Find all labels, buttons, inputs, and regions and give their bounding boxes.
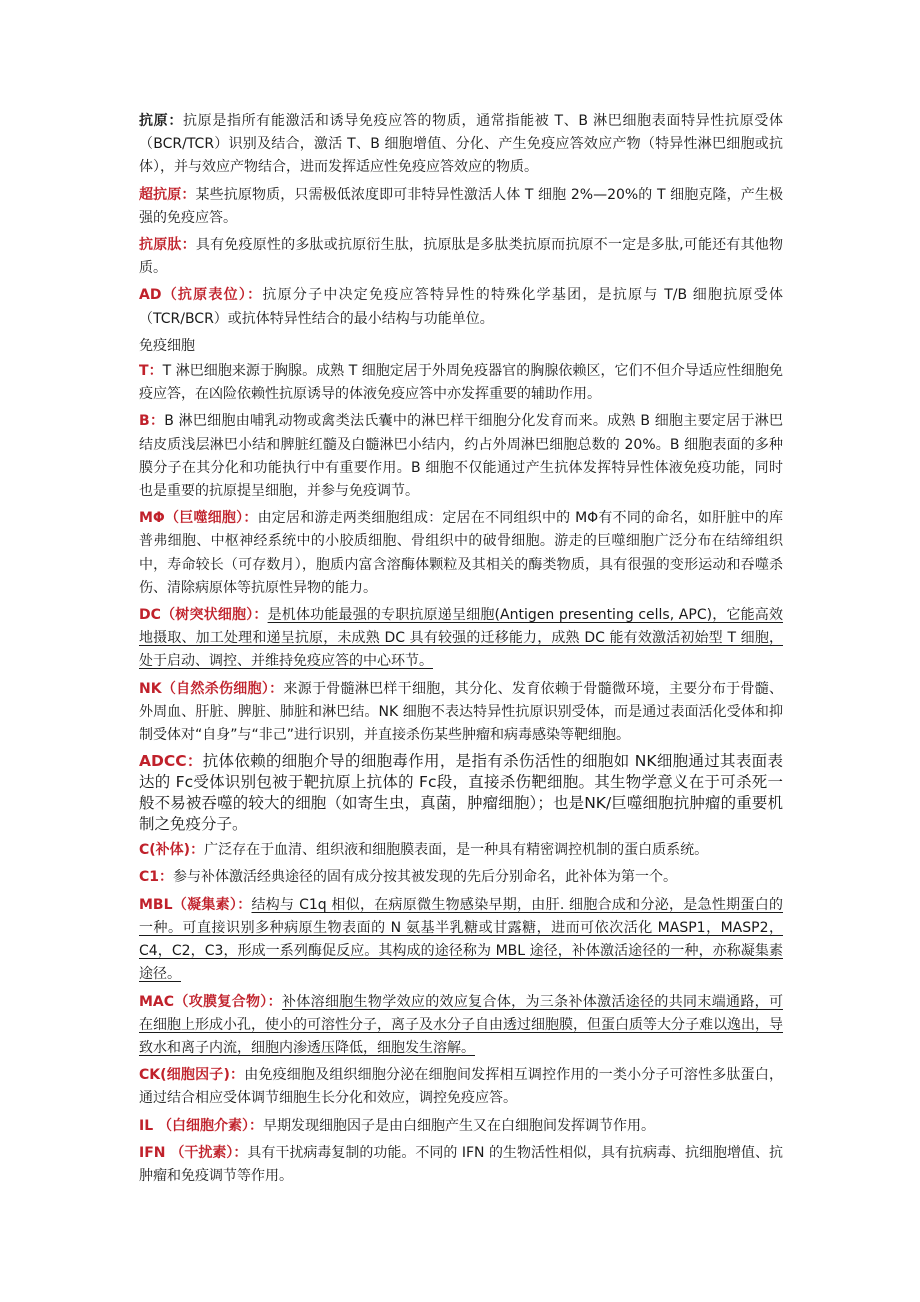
definition-text: 来源于骨髓淋巴样干细胞，其分化、发育依赖于骨髓微环境，主要分布于骨髓、外周血、肝脏、脾脏、肺脏和淋巴结。NK 细胞不表达特异性抗原识别受体，而是通过表面活化受体和抑制受体对“自身”与“非己”进行识别，并直接杀伤某些肿瘤和病毒感染等靶细胞。	[139, 680, 784, 744]
term-separator: ：	[149, 413, 165, 430]
term-label: IFN （干扰素）	[139, 1144, 234, 1161]
term-separator: ：	[243, 510, 258, 527]
definition-text: 补体溶细胞生物学效应的效应复合体，为三条补体激活途径的共同末端通路，可在细胞上形成小孔，使小的可溶性分子，离子及水分子自由透过细胞膜，但蛋白质等大分子难以逸出，导致水和离子内流，细胞内渗透压降低，细胞发生溶解。	[139, 993, 783, 1056]
definition-text: 广泛存在于血清、组织液和细胞膜表面，是一种具有精密调控机制的蛋白质系统。	[204, 842, 709, 859]
term-label: C1	[139, 869, 160, 886]
definition-text: B 淋巴细胞由哺乳动物或禽类法氏囊中的淋巴样干细胞分化发育而来。成熟 B 细胞主要定居于淋巴结皮质浅层淋巴小结和脾脏红髓及白髓淋巴小结内，约占外周淋巴细胞总数的 20%。B 细胞表面的多种膜分子在其分化和功能执行中有重要作用。B 细胞不仅能通过产生抗体发挥特异性体液免疫功能，同时也是重要的抗原提呈细胞，并参与免疫调节。	[139, 413, 784, 500]
term-separator: ：	[249, 1117, 264, 1134]
definition-paragraph	[139, 866, 783, 889]
definition-paragraph	[139, 360, 783, 406]
definition-paragraph	[139, 604, 783, 674]
definition-text: 由免疫细胞及组织细胞分泌在细胞间发挥相互调控作用的一类小分子可溶性多肽蛋白，通过结合相应受体调节细胞生长分化和效应，调控免疫应答。	[139, 1067, 784, 1107]
definition-paragraph	[139, 1115, 783, 1138]
definition-paragraph	[139, 751, 783, 835]
term-separator: ：	[237, 896, 252, 913]
definition-paragraph	[139, 894, 783, 987]
term-separator: ：	[168, 113, 183, 129]
definition-paragraph	[139, 1142, 783, 1188]
term-separator: ：	[190, 842, 205, 859]
term-separator: ：	[159, 869, 174, 886]
term-separator: ：	[148, 363, 163, 380]
term-separator: ：	[269, 680, 284, 697]
term-label: T	[139, 363, 149, 380]
definition-text: 参与补体激活经典途径的固有成分按其被发现的先后分别命名，此补体为第一个。	[173, 869, 678, 886]
term-label: NK（自然杀伤细胞）	[139, 680, 270, 697]
definition-paragraph	[139, 110, 783, 180]
term-label: 超抗原	[139, 186, 182, 203]
term-label: IL （白细胞介素）	[139, 1117, 250, 1134]
definition-text: 具有干扰病毒复制的功能。不同的 IFN 的生物活性相似，具有抗病毒、抗细胞增值、抗肿瘤和免疫调节等作用。	[139, 1144, 783, 1184]
term-label: B	[139, 413, 150, 430]
term-label: DC（树突状细胞）	[139, 607, 254, 624]
definition-paragraph	[139, 507, 783, 600]
term-separator: ：	[181, 237, 196, 254]
term-label: MΦ（巨噬细胞）	[139, 510, 244, 527]
definition-text: 由定居和游走两类细胞组成：定居在不同组织中的 MΦ有不同的命名，如肝脏中的库普弗细胞、中枢神经系统中的小胶质细胞、骨组织中的破骨细胞。游走的巨噬细胞广泛分布在结缔组织中，寿命较长（可存数月），胞质内富含溶酶体颗粒及其相关的酶类物质，具有很强的变形运动和吞噬杀伤、清除病原体等抗原性异物的能力。	[139, 510, 784, 596]
term-label: AD（抗原表位）	[139, 287, 248, 304]
definition-paragraph	[139, 284, 783, 330]
definition-text: 是机体功能最强的专职抗原递呈细胞(Antigen presenting cells, APC)，它能高效地摄取、加工处理和递呈抗原，未成熟 DC 具有较强的迁移能力，成熟 DC 能有效激活初始型 T 细胞，处于启动、调控、并维持免疫应答的中心环节。	[139, 607, 783, 670]
definition-text: 抗原分子中决定免疫应答特异性的特殊化学基团，是抗原与 T/B 细胞抗原受体（TCR/BCR）或抗体特异性结合的最小结构与功能单位。	[139, 287, 783, 327]
term-label: MBL（凝集素）	[139, 896, 238, 913]
definition-text: 抗体依赖的细胞介导的细胞毒作用，是指有杀伤活性的细胞如 NK细胞通过其表面表达的 Fc受体识别包被于靶抗原上抗体的 Fc段，直接杀伤靶细胞。其生物学意义在于可杀死一般不易被吞噬的较大的细胞（如寄生虫，真菌，肿瘤细胞）；也是NK/巨噬细胞抗肿瘤的重要机制之免疫分子。	[139, 752, 783, 834]
term-separator: ：	[229, 1067, 245, 1084]
definition-text: 抗原是指所有能激活和诱导免疫应答的物质，通常指能被 T、B 淋巴细胞表面特异性抗原受体（BCR/TCR）识别及结合，激活 T、B 细胞增值、分化、产生免疫应答效应产物（特异性淋巴细胞或抗体），并与效应产物结合，进而发挥适应性免疫应答效应的物质。	[139, 113, 784, 176]
term-label: MAC（攻膜复合物）	[139, 993, 268, 1010]
definition-paragraph	[139, 839, 783, 862]
term-separator: ：	[253, 607, 268, 624]
term-separator: ：	[186, 752, 203, 771]
definition-text: T 淋巴细胞来源于胸腺。成熟 T 细胞定居于外周免疫器官的胸腺依赖区，它们不但介导适应性细胞免疫应答，在凶险依赖性抗原诱导的体液免疫应答中亦发挥重要的辅助作用。	[139, 363, 784, 403]
term-label: 抗原	[139, 113, 169, 129]
definition-paragraph	[139, 234, 783, 280]
term-separator: ：	[267, 993, 282, 1010]
definition-paragraph	[139, 678, 783, 748]
term-separator: ：	[247, 287, 263, 304]
term-separator: ：	[233, 1144, 248, 1161]
definition-paragraph	[139, 1064, 783, 1110]
definition-text: 早期发现细胞因子是由白细胞产生又在白细胞间发挥调节作用。	[263, 1117, 656, 1134]
definition-text: 结构与 C1q 相似，在病原微生物感染早期，由肝. 细胞合成和分泌，是急性期蛋白的一种。可直接识别多种病原生物表面的 N 氨基半乳糖或甘露糖，进而可依次活化 MASP1，MASP2，C4，C2，C3，形成一系列酶促反应。其构成的途径称为 MBL 途径，补体激活途径的一种，亦称凝集素途径。	[139, 896, 783, 983]
term-label: C(补体)	[139, 842, 191, 859]
definition-paragraph	[139, 410, 783, 503]
term-label: 抗原肽	[139, 237, 182, 254]
term-label: CK(细胞因子)	[139, 1067, 230, 1084]
definition-text: 某些抗原物质，只需极低浓度即可非特异性激活人体 T 细胞 2%—20%的 T 细胞克隆，产生极强的免疫应答。	[139, 186, 783, 226]
term-separator: ：	[181, 186, 196, 203]
definition-paragraph	[139, 991, 783, 1061]
definition-text: 具有免疫原性的多肽或抗原衍生肽，抗原肽是多肽类抗原而抗原不一定是多肽,可能还有其他物质。	[139, 237, 784, 277]
definition-paragraph	[139, 184, 783, 230]
document-body	[139, 110, 783, 1192]
section-heading: 免疫细胞	[139, 337, 195, 354]
term-label: ADCC	[139, 752, 187, 771]
